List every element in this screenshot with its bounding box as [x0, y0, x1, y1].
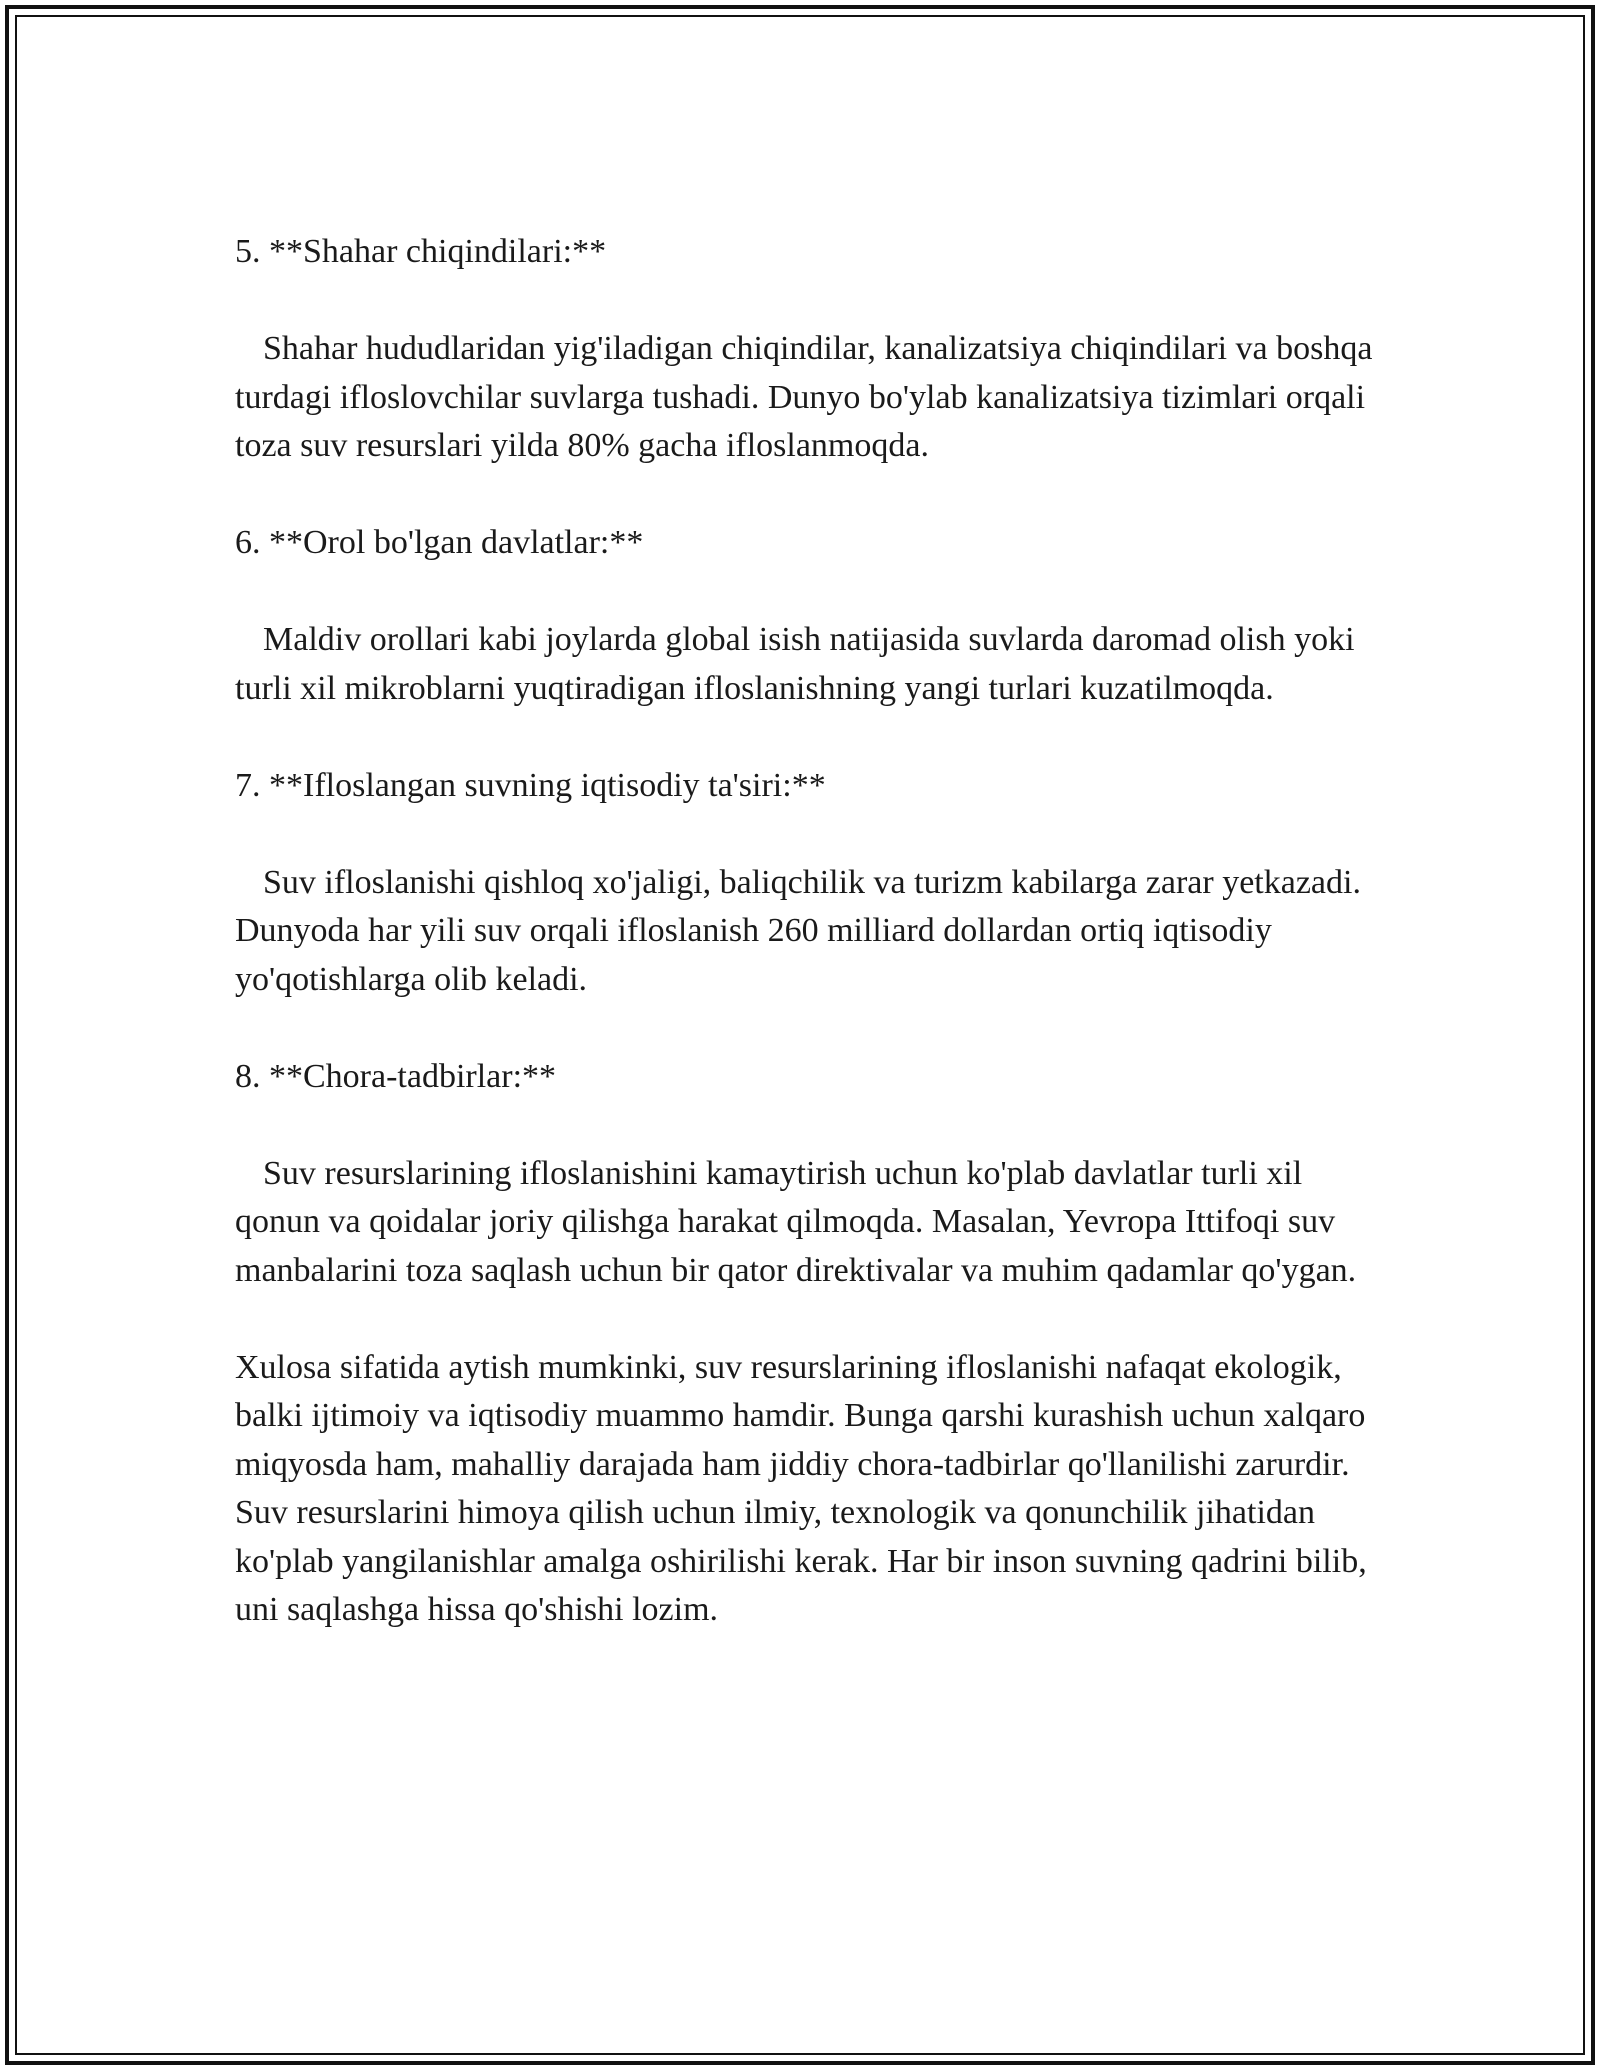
section-paragraph-5: Shahar hududlaridan yig'iladigan chiqindilar, kanalizatsiya chiqindilari va boshqa turdagi ifloslovchilar suvlarga tushadi. Dunyo bo'ylab kanalizatsiya tizimlari orqali toza suv resurslari yilda 80% gacha ifloslanmoqda.: [235, 330, 1373, 464]
conclusion-paragraph: Xulosa sifatida aytish mumkinki, suv resurslarining ifloslanishi nafaqat ekologik, balki ijtimoiy va iqtisodiy muammo hamdir. Bunga qarshi kurashish uchun xalqaro miqyosda ham, mahalliy darajada ham jiddiy chora-tadbirlar qo'llanilishi zarurdir. Suv resurslarini himoya qilish uchun ilmiy, texnologik va qonunchilik jihatidan ko'plab yangilanishlar amalga oshirilishi kerak. Har bir inson suvning qadrini bilib, uni saqlashga hissa qo'shishi lozim.: [235, 1348, 1367, 1628]
section-paragraph-8: Suv resurslarining ifloslanishini kamaytirish uchun ko'plab davlatlar turli xil qonun va qoidalar joriy qilishga harakat qilmoqda. Masalan, Yevropa Ittifoqi suv manbalarini toza saqlash uchun bir qator direktivalar va muhim qadamlar qo'ygan.: [235, 1154, 1357, 1289]
section-paragraph-7: Suv ifloslanishi qishloq xo'jaligi, baliqchilik va turizm kabilarga zarar yetkazadi. Dunyoda har yili suv orqali ifloslanish 260 milliard dollardan ortiq iqtisodiy yo'qotishlarga olib keladi.: [235, 863, 1361, 998]
document-body: [235, 228, 1385, 1683]
section-heading-6: 6. **Orol bo'lgan davlatlar:**: [235, 524, 644, 561]
section-heading-8: 8. **Chora-tadbirlar:**: [235, 1057, 557, 1095]
section-paragraph-6: Maldiv orollari kabi joylarda global isish natijasida suvlarda daromad olish yoki turli xil mikroblarni yuqtiradigan ifloslanishning yangi turlari kuzatilmoqda.: [235, 621, 1355, 707]
section-heading-5: 5. **Shahar chiqindilari:**: [235, 233, 607, 270]
section-heading-7: 7. **Ifloslangan suvning iqtisodiy ta'siri:**: [235, 766, 826, 804]
